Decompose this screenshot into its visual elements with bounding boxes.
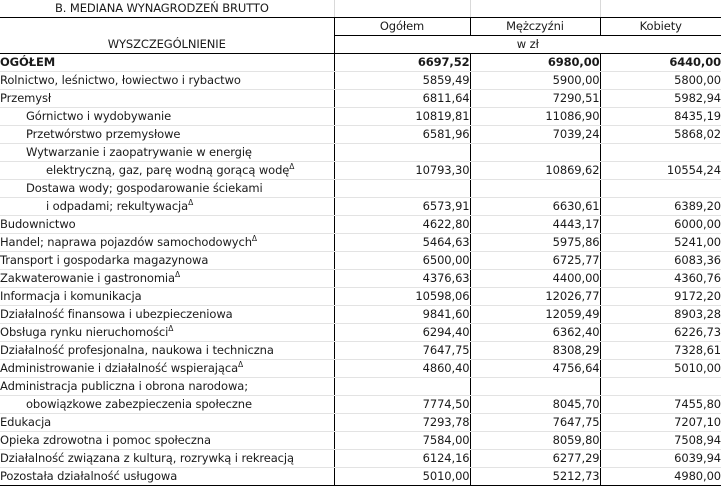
cell-mezczyzni: 6362,40 [470,324,600,342]
cell-mezczyzni: 4443,17 [470,216,600,234]
cell-mezczyzni: 12059,49 [470,306,600,324]
header-stub-wyszczegolnienie: WYSZCZEGÓLNIENIE [0,18,334,54]
row-label: Górnictwo i wydobywanie [0,108,334,126]
cell-mezczyzni [470,378,600,396]
cell-mezczyzni: 6277,29 [470,450,600,468]
header-unit-w-zl: w zł [334,36,721,54]
row-label: Opieka zdrowotna i pomoc społeczna [0,432,334,450]
table-body [0,54,721,486]
cell-kobiety: 4980,00 [600,468,721,486]
cell-kobiety: 6039,94 [600,450,721,468]
row-label: Informacja i komunikacja [0,288,334,306]
cell-kobiety [600,144,721,162]
table-row [0,90,721,108]
cell-ogolem [334,180,470,198]
row-label: Administracja publiczna i obrona narodowa; [0,378,334,396]
table-row [0,216,721,234]
table-row [0,54,721,72]
cell-ogolem: 4376,63 [334,270,470,288]
wage-median-table [0,17,721,486]
cell-ogolem [334,144,470,162]
cell-kobiety [600,378,721,396]
row-label: obowiązkowe zabezpieczenia społeczne [0,396,334,414]
cell-ogolem: 6811,64 [334,90,470,108]
cell-ogolem: 4622,80 [334,216,470,234]
footnote-marker-icon: Δ [188,198,194,208]
cell-kobiety: 7455,80 [600,396,721,414]
table-row [0,72,721,90]
table-row [0,252,721,270]
cell-mezczyzni: 10869,62 [470,162,600,180]
cell-mezczyzni [470,180,600,198]
row-label: Działalność profesjonalna, naukowa i techniczna [0,342,334,360]
table-row [0,432,721,450]
cell-kobiety: 4360,76 [600,270,721,288]
cell-mezczyzni: 7647,75 [470,414,600,432]
cell-mezczyzni [470,144,600,162]
table-row [0,378,721,396]
table-row [0,144,721,162]
cell-ogolem: 6581,96 [334,126,470,144]
cell-kobiety: 10554,24 [600,162,721,180]
cell-mezczyzni: 8059,80 [470,432,600,450]
cell-mezczyzni: 6725,77 [470,252,600,270]
cell-ogolem: 6124,16 [334,450,470,468]
table-row [0,450,721,468]
cell-mezczyzni: 6980,00 [470,54,600,72]
row-label: Administrowanie i działalność wspierająca$^\Delta$ [0,360,334,378]
table-row [0,468,721,486]
title-band-separator [600,0,601,17]
cell-ogolem: 7584,00 [334,432,470,450]
table-row [0,288,721,306]
cell-kobiety: 5241,00 [600,234,721,252]
cell-ogolem: 6573,91 [334,198,470,216]
cell-kobiety: 7207,10 [600,414,721,432]
table-row [0,198,721,216]
cell-kobiety: 5800,00 [600,72,721,90]
row-label: OGÓŁEM [0,54,334,72]
cell-mezczyzni: 8045,70 [470,396,600,414]
cell-ogolem: 7647,75 [334,342,470,360]
cell-ogolem: 6697,52 [334,54,470,72]
cell-kobiety: 5868,02 [600,126,721,144]
cell-ogolem: 5859,49 [334,72,470,90]
table-row [0,126,721,144]
row-label: Transport i gospodarka magazynowa [0,252,334,270]
cell-ogolem: 4860,40 [334,360,470,378]
cell-mezczyzni: 4756,64 [470,360,600,378]
cell-kobiety: 9172,20 [600,288,721,306]
footnote-marker-icon: Δ [168,324,174,334]
table-row [0,108,721,126]
table-header [0,18,721,54]
cell-kobiety: 6389,20 [600,198,721,216]
cell-ogolem: 10819,81 [334,108,470,126]
table-row [0,162,721,180]
cell-kobiety: 5010,00 [600,360,721,378]
cell-kobiety: 7508,94 [600,432,721,450]
footnote-marker-icon: Δ [289,162,295,172]
row-label: Wytwarzanie i zaopatrywanie w energię [0,144,334,162]
header-col-kobiety: Kobiety [600,18,721,36]
cell-mezczyzni: 5900,00 [470,72,600,90]
row-label: Dostawa wody; gospodarowanie ściekami [0,180,334,198]
cell-ogolem: 10598,06 [334,288,470,306]
row-label: i odpadami; rekultywacja$^\Delta$ [0,198,334,216]
table-row [0,270,721,288]
cell-mezczyzni: 4400,00 [470,270,600,288]
cell-kobiety: 8435,19 [600,108,721,126]
table-row [0,306,721,324]
row-label: Przetwórstwo przemysłowe [0,126,334,144]
footnote-marker-icon: Δ [251,234,257,244]
header-col-mezczyzni: Mężczyźni [470,18,600,36]
row-label: Działalność finansowa i ubezpieczeniowa [0,306,334,324]
cell-mezczyzni: 6630,61 [470,198,600,216]
table-row [0,234,721,252]
row-label: Handel; naprawa pojazdów samochodowych$^\Delta$ [0,234,334,252]
header-row-columns [0,18,721,36]
title-band [0,0,721,17]
table-row [0,414,721,432]
cell-ogolem: 5464,63 [334,234,470,252]
footnote-marker-icon: Δ [238,360,244,370]
cell-kobiety: 6000,00 [600,216,721,234]
cell-mezczyzni: 5212,73 [470,468,600,486]
cell-kobiety [600,180,721,198]
cell-kobiety: 7328,61 [600,342,721,360]
cell-kobiety: 6440,00 [600,54,721,72]
table-row [0,324,721,342]
row-label: elektryczną, gaz, parę wodną gorącą wodę$^\Delta$ [0,162,334,180]
cell-mezczyzni: 8308,29 [470,342,600,360]
cell-mezczyzni: 7039,24 [470,126,600,144]
table-row [0,396,721,414]
cell-ogolem: 7293,78 [334,414,470,432]
cell-ogolem: 5010,00 [334,468,470,486]
table-row [0,342,721,360]
row-label: Pozostała działalność usługowa [0,468,334,486]
cell-ogolem: 9841,60 [334,306,470,324]
row-label: Budownictwo [0,216,334,234]
row-label: Edukacja [0,414,334,432]
cell-ogolem [334,378,470,396]
page-title: B. MEDIANA WYNAGRODZEŃ BRUTTO [55,1,269,15]
title-band-separator [334,0,335,17]
table-row [0,180,721,198]
cell-kobiety: 8903,28 [600,306,721,324]
cell-ogolem: 10793,30 [334,162,470,180]
cell-mezczyzni: 11086,90 [470,108,600,126]
cell-mezczyzni: 7290,51 [470,90,600,108]
cell-mezczyzni: 5975,86 [470,234,600,252]
title-band-separator [470,0,471,17]
header-col-ogolem: Ogółem [334,18,470,36]
cell-kobiety: 6226,73 [600,324,721,342]
row-label: Przemysł [0,90,334,108]
cell-ogolem: 7774,50 [334,396,470,414]
cell-ogolem: 6294,40 [334,324,470,342]
row-label: Obsługa rynku nieruchomości$^\Delta$ [0,324,334,342]
footnote-marker-icon: Δ [174,270,181,280]
sheet-tail [0,486,721,490]
row-label: Zakwaterowanie i gastronomia$^\Delta$ [0,270,334,288]
row-label: Rolnictwo, leśnictwo, łowiectwo i rybactwo [0,72,334,90]
table-row [0,360,721,378]
cell-ogolem: 6500,00 [334,252,470,270]
row-label: Działalność związana z kulturą, rozrywką i rekreacją [0,450,334,468]
cell-mezczyzni: 12026,77 [470,288,600,306]
cell-kobiety: 5982,94 [600,90,721,108]
cell-kobiety: 6083,36 [600,252,721,270]
